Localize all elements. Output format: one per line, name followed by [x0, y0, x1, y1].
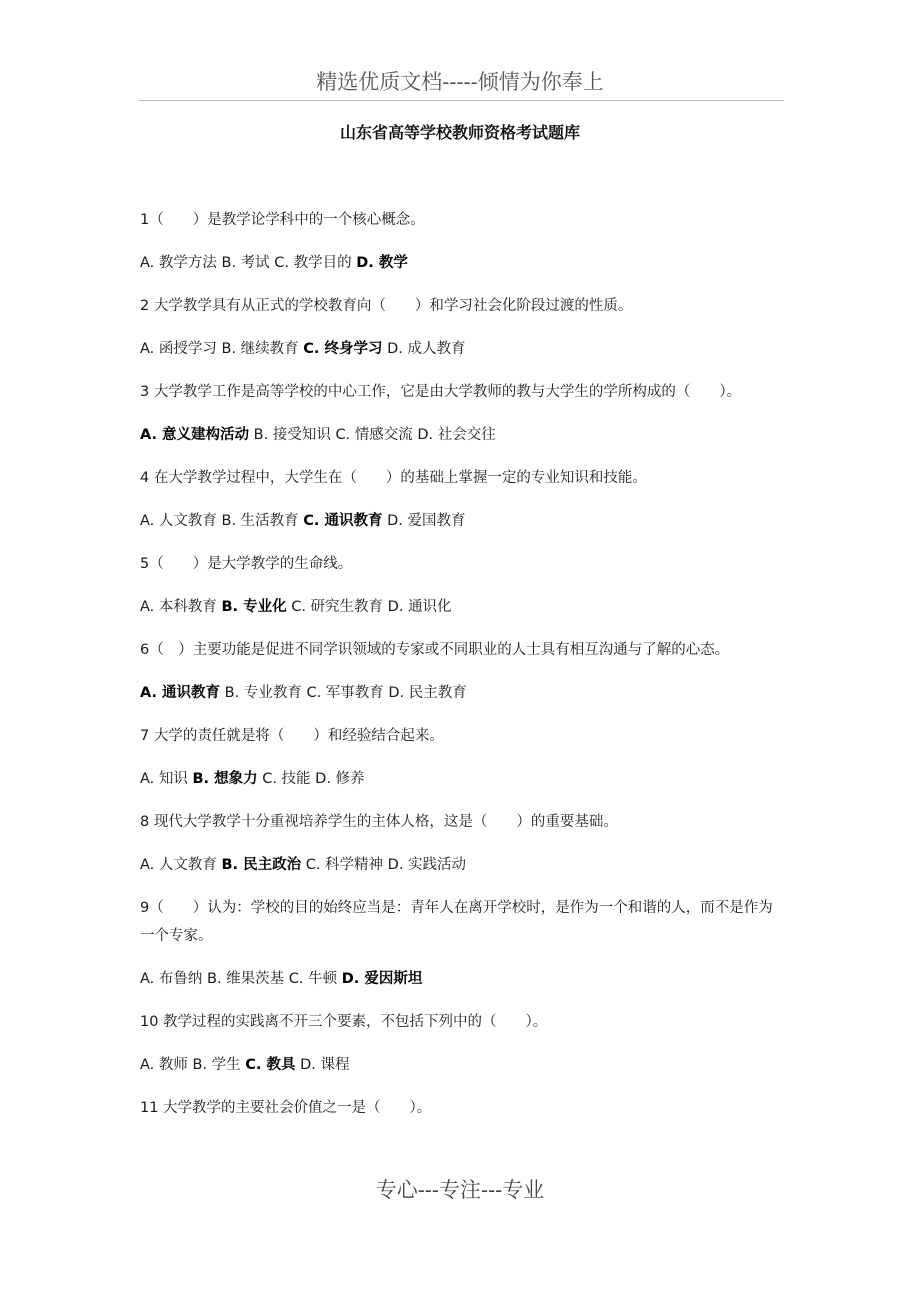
option: C. 情感交流	[335, 427, 413, 443]
option: C. 技能	[262, 771, 311, 787]
option: A. 教学方法	[140, 255, 217, 271]
option: B. 考试	[221, 255, 270, 271]
question-stem: 11 大学教学的主要社会价值之一是（ ）。	[140, 1100, 432, 1116]
option-correct: C. 终身学习	[303, 341, 383, 357]
question-options	[140, 421, 784, 449]
option: B. 维果茨基	[207, 971, 285, 987]
option: A. 人文教育	[140, 513, 217, 529]
question-options	[140, 593, 784, 621]
option: C. 军事教育	[306, 685, 384, 701]
option: D. 课程	[300, 1057, 350, 1073]
option: A. 本科教育	[140, 599, 217, 615]
option: D. 爱国教育	[387, 513, 466, 529]
document-title: 山东省高等学校教师资格考试题库	[339, 123, 580, 142]
option: D. 修养	[315, 771, 365, 787]
option: D. 民主教育	[388, 685, 467, 701]
option-correct: A. 通识教育	[140, 685, 221, 701]
option: C. 研究生教育	[291, 599, 384, 615]
option-correct: C. 教具	[245, 1057, 296, 1073]
option: D. 通识化	[387, 599, 452, 615]
option: A. 人文教育	[140, 857, 217, 873]
option-correct: D. 爱因斯坦	[341, 971, 423, 987]
option-correct: B. 专业化	[221, 599, 287, 615]
option-correct: D. 教学	[356, 255, 408, 271]
option: C. 牛顿	[288, 971, 338, 987]
question-options	[140, 765, 784, 793]
question-stem: 2 大学教学具有从正式的学校教育向（ ）和学习社会化阶段过渡的性质。	[140, 298, 633, 314]
question-options	[140, 1051, 784, 1079]
question-options	[140, 679, 784, 707]
option: B. 接受知识	[253, 427, 331, 443]
question-stem: 3 大学教学工作是高等学校的中心工作，它是由大学教师的教与大学生的学所构成的（ ）。	[140, 384, 742, 400]
question-stem: 5（ ）是大学教学的生命线。	[140, 556, 353, 572]
option-correct: C. 通识教育	[303, 513, 383, 529]
option: C. 教学目的	[274, 255, 352, 271]
question-options	[140, 335, 784, 363]
question-stem: 1（ ）是教学论学科中的一个核心概念。	[140, 212, 425, 228]
option: D. 实践活动	[387, 857, 467, 873]
option: A. 布鲁纳	[140, 971, 203, 987]
option: A. 知识	[140, 771, 188, 787]
question-stem: 8 现代大学教学十分重视培养学生的主体人格，这是（ ）的重要基础。	[140, 814, 618, 830]
question-stem: 10 教学过程的实践离不开三个要素，不包括下列中的（ ）。	[140, 1014, 548, 1030]
option-correct: B. 民主政治	[221, 857, 302, 873]
option: D. 成人教育	[387, 341, 466, 357]
question-stem: 9（ ）认为：学校的目的始终应当是：青年人在离开学校时，是作为一个和谐的人，而不是作为一个专家。	[140, 900, 773, 944]
question-list	[140, 206, 784, 1137]
page-footer: 专心---专注---专业	[375, 1178, 545, 1202]
option: B. 继续教育	[221, 341, 299, 357]
question-stem: 7 大学的责任就是将（ ）和经验结合起来。	[140, 728, 444, 744]
question-options	[140, 249, 784, 277]
question-stem: 6（ ）主要功能是促进不同学识领域的专家或不同职业的人士具有相互沟通与了解的心态。	[140, 642, 730, 658]
option: D. 社会交往	[417, 427, 496, 443]
option: B. 专业教育	[224, 685, 302, 701]
option: A. 教师	[140, 1057, 188, 1073]
header-divider	[138, 100, 784, 101]
option: A. 函授学习	[140, 341, 217, 357]
question-options	[140, 851, 784, 879]
option-correct: A. 意义建构活动	[140, 427, 250, 443]
option: B. 生活教育	[221, 513, 299, 529]
page-header: 精选优质文档-----倾情为你奉上	[316, 70, 604, 94]
option: B. 学生	[192, 1057, 241, 1073]
option: C. 科学精神	[305, 857, 384, 873]
question-stem: 4 在大学教学过程中，大学生在（ ）的基础上掌握一定的专业知识和技能。	[140, 470, 647, 486]
option-correct: B. 想象力	[192, 771, 258, 787]
question-options	[140, 965, 784, 993]
question-options	[140, 507, 784, 535]
